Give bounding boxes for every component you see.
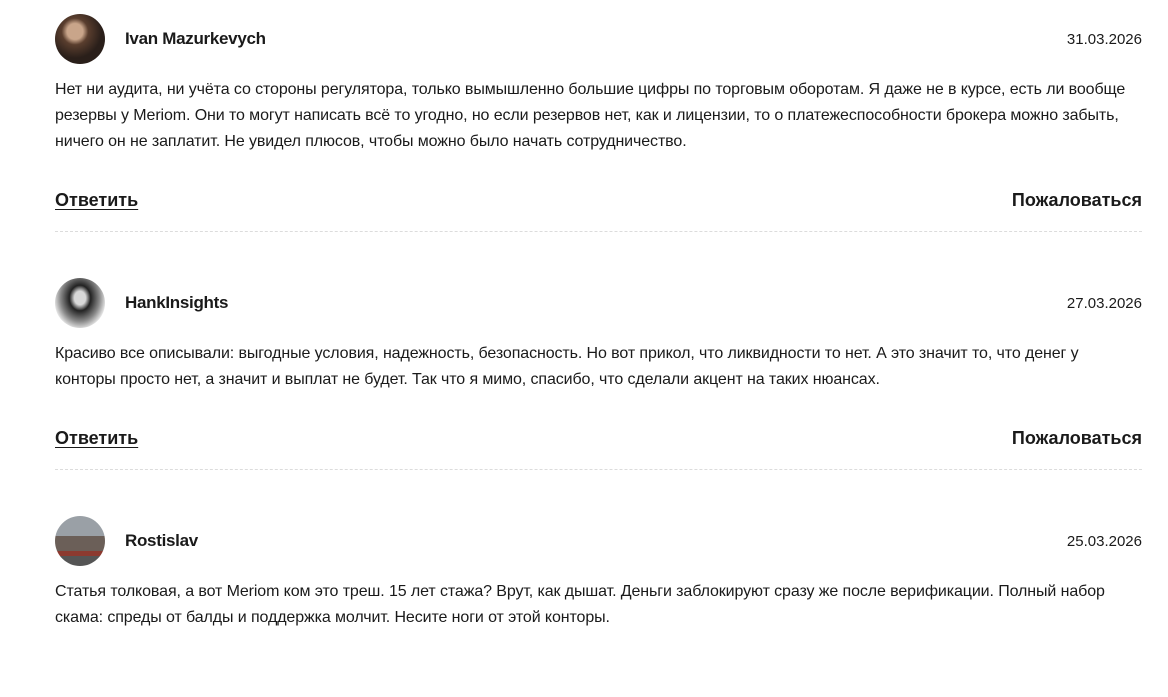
reply-link[interactable]: Ответить <box>55 190 139 210</box>
comment-date: 25.03.2026 <box>1066 532 1142 550</box>
comment-text: Нет ни аудита, ни учёта со стороны регулятора, только вымышленно большие цифры по торговым оборотам. Я даже не в курсе, есть ли вообще резервы у Meriom. Они то могут написать всё то угодно, но если резервов нет, как и лицензии, то о платежеспособности брокера можно забыть, ничего он не заплатит. Не увидел плюсов, чтобы можно было начать сотрудничество. <box>55 81 1126 150</box>
avatar <box>55 516 105 566</box>
author-name: Rostislav <box>125 531 198 550</box>
avatar <box>55 278 105 328</box>
comment-text: Статья толковая, а вот Meriom ком это треш. 15 лет стажа? Врут, как дышат. Деньги заблокируют сразу же после верификации. Полный набор скама: спреды от балды и поддержка молчит. Несите ноги от этой конторы. <box>55 583 1105 626</box>
comment <box>55 516 1142 651</box>
comment-date: 31.03.2026 <box>1066 30 1142 48</box>
author-name: HankInsights <box>125 293 229 312</box>
comment-date: 27.03.2026 <box>1066 294 1142 312</box>
comments-list <box>55 14 1142 697</box>
report-link[interactable]: Пожаловаться <box>1011 428 1142 448</box>
comment <box>55 278 1142 470</box>
comment-text: Красиво все описывали: выгодные условия, надежность, безопасность. Но вот прикол, что ликвидности то нет. А это значит то, что денег у конторы просто нет, а значит и выплат не будет. Так что я мимо, спасибо, что сделали акцент на таких нюансах. <box>55 345 1079 388</box>
author-name: Ivan Mazurkevych <box>125 29 266 48</box>
reply-link[interactable]: Ответить <box>55 428 139 448</box>
avatar <box>55 14 105 64</box>
comment <box>55 14 1142 232</box>
report-link[interactable]: Пожаловаться <box>1011 190 1142 210</box>
